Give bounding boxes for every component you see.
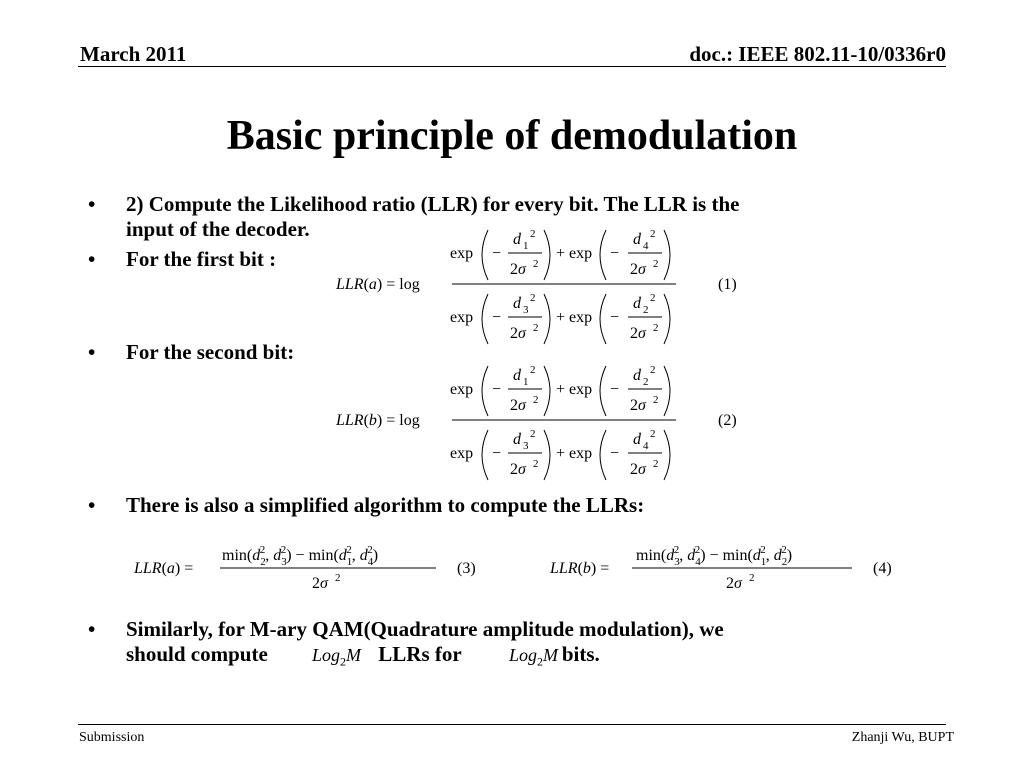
svg-text:2: 2	[650, 364, 656, 376]
footer-rule	[78, 724, 946, 725]
bullet-second-bit: For the second bit:	[126, 340, 295, 364]
svg-text:3: 3	[523, 304, 529, 316]
equation-llr-a-min	[130, 538, 490, 598]
svg-text:+ exp: + exp	[556, 381, 593, 398]
svg-text:2: 2	[335, 572, 341, 584]
svg-text:−: −	[492, 381, 502, 398]
eq1-denominator	[450, 292, 670, 344]
svg-text:d: d	[633, 295, 641, 312]
svg-text:2: 2	[653, 458, 659, 470]
eq3-number: (3)	[457, 560, 476, 577]
svg-text:exp: exp	[450, 245, 474, 262]
svg-text:LLR(b) =: LLR(b) =	[550, 560, 610, 577]
svg-text:2: 2	[533, 258, 539, 270]
svg-text:2: 2	[530, 228, 536, 240]
svg-text:2: 2	[653, 258, 659, 270]
svg-text:LLR(a) =: LLR(a) =	[134, 560, 194, 577]
svg-text:2: 2	[650, 428, 656, 440]
equation-llr-b-log	[330, 358, 750, 484]
bullet-mary-qam-line1: Similarly, for M-ary QAM(Quadrature amplitude modulation), we	[126, 617, 724, 641]
svg-text:2: 2	[533, 458, 539, 470]
svg-text:2σ: 2σ	[630, 325, 646, 342]
svg-text:exp: exp	[450, 309, 474, 326]
svg-text:d: d	[513, 231, 521, 248]
svg-text:+ exp: + exp	[556, 445, 593, 462]
svg-text:2σ: 2σ	[312, 575, 328, 592]
svg-text:2σ: 2σ	[726, 575, 742, 592]
header-rule	[78, 66, 946, 67]
svg-text:2σ: 2σ	[510, 325, 526, 342]
slide-title: Basic principle of demodulation	[226, 113, 798, 159]
svg-text:2: 2	[533, 322, 539, 334]
bullet-llr-intro-line2: input of the decoder.	[126, 217, 310, 241]
svg-text:−: −	[492, 245, 502, 262]
footer-submission: Submission	[79, 730, 145, 745]
bullet-marker: •	[88, 617, 96, 641]
bullet-marker: •	[88, 340, 96, 364]
header-date: March 2011	[80, 42, 187, 66]
svg-text:d: d	[633, 231, 641, 248]
bullet-simplified: There is also a simplified algorithm to compute the LLRs:	[126, 493, 645, 517]
eq2-numerator	[450, 364, 670, 416]
svg-text:2: 2	[533, 394, 539, 406]
svg-text:2: 2	[530, 292, 536, 304]
svg-text:4: 4	[643, 240, 649, 252]
svg-text:d: d	[513, 431, 521, 448]
bullet-marker: •	[88, 493, 96, 517]
svg-text:2: 2	[653, 394, 659, 406]
svg-text:2: 2	[653, 322, 659, 334]
svg-text:2σ: 2σ	[510, 397, 526, 414]
header-doc-id: doc.: IEEE 802.11-10/0336r0	[689, 42, 946, 66]
eq4-number: (4)	[873, 560, 892, 577]
svg-text:1: 1	[523, 240, 529, 252]
eq2-lhs: LLR(b) = log	[336, 412, 420, 429]
svg-text:+ exp: + exp	[556, 245, 593, 262]
eq1-lhs: LLR(a) = log	[336, 276, 420, 293]
svg-text:−: −	[492, 445, 502, 462]
svg-text:2σ: 2σ	[630, 461, 646, 478]
svg-text:d: d	[633, 431, 641, 448]
svg-text:d: d	[633, 367, 641, 384]
svg-text:d: d	[513, 295, 521, 312]
bullet-mary-qam	[126, 617, 724, 667]
eq1-numerator	[450, 228, 670, 280]
inline-log2m-2: Log$_2$M	[509, 645, 559, 669]
svg-text:2σ: 2σ	[630, 397, 646, 414]
svg-text:d: d	[513, 367, 521, 384]
svg-text:min(d22, d32) − min(d12, d42): $\min(d_22$, $d_32) - \min(d_12$, $d_42$)	[222, 544, 379, 568]
svg-text:min(d32, d42) − min(d12, d22): $\min(d_32$, $d_42) - \min(d_12$, $d_22$)	[636, 544, 793, 568]
bullet-marker: •	[88, 192, 96, 216]
svg-text:2: 2	[650, 228, 656, 240]
svg-text:2: 2	[643, 304, 649, 316]
svg-text:exp: exp	[450, 445, 474, 462]
bullet-first-bit: For the first bit :	[126, 247, 277, 271]
bullet-marker: •	[88, 247, 96, 271]
svg-text:3: 3	[523, 440, 529, 452]
svg-text:2: 2	[530, 364, 536, 376]
svg-text:exp: exp	[450, 381, 474, 398]
svg-text:−: −	[610, 445, 620, 462]
bullet-llr-intro-line1: 2) Compute the Likelihood ratio (LLR) for every bit. The LLR is the	[126, 192, 740, 216]
inline-log2m-1: Log$_2$M	[312, 645, 362, 669]
svg-text:1: 1	[523, 376, 529, 388]
svg-text:2: 2	[530, 428, 536, 440]
eq2-denominator	[450, 428, 670, 480]
eq2-number: (2)	[718, 412, 737, 429]
svg-text:−: −	[610, 381, 620, 398]
svg-text:+ exp: + exp	[556, 309, 593, 326]
bullet-mary-qam-line2: should compute LLRs for bits.	[126, 642, 600, 666]
svg-text:2: 2	[643, 376, 649, 388]
svg-text:−: −	[492, 309, 502, 326]
equation-llr-a-log	[330, 222, 750, 348]
footer-author: Zhanji Wu, BUPT	[851, 730, 954, 745]
svg-text:2σ: 2σ	[510, 261, 526, 278]
equation-llr-b-min	[546, 538, 906, 598]
svg-text:2: 2	[749, 572, 755, 584]
svg-text:−: −	[610, 309, 620, 326]
svg-text:−: −	[610, 245, 620, 262]
svg-text:2σ: 2σ	[510, 461, 526, 478]
eq1-number: (1)	[718, 276, 737, 293]
svg-text:2: 2	[650, 292, 656, 304]
svg-text:2σ: 2σ	[630, 261, 646, 278]
svg-text:4: 4	[643, 440, 649, 452]
